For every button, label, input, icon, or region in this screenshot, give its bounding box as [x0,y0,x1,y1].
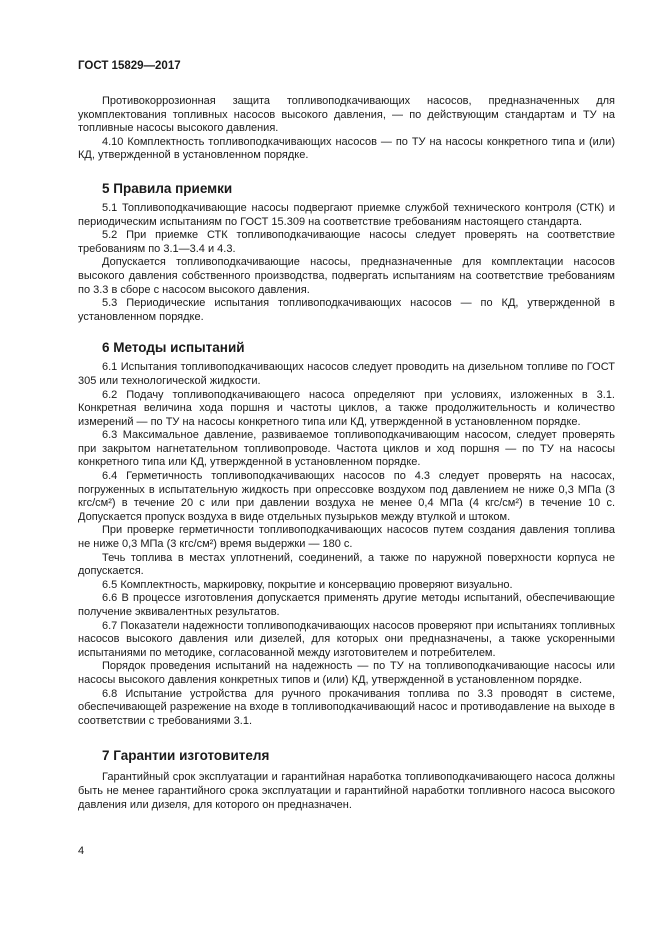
paragraph: 6.1 Испытания топливоподкачивающих насосов следует проводить на дизельном топливе по ГОСТ 305 или технологической жидкости. [78,361,615,387]
paragraph: 6.2 Подачу топливоподкачивающего насоса определяют при условиях, изложенных в 3.1. Конкретная величина хода поршня и частоты циклов, а также продолжительность и количество измерений — по ТУ на насосы конкретного типа или КД, утвержденной в установленном порядке. [78,388,615,428]
paragraph: Течь топлива в местах уплотнений, соединений, а также по наружной поверхности корпуса не допускается. [78,551,615,578]
paragraph: 6.8 Испытание устройства для ручного прокачивания топлива по 3.3 проводят в системе, обеспечивающей разрежение на входе в топливоподкачивающий насос и противодавление на выходе в соответствии с требованиями 3.1. [78,687,615,727]
page-number: 4 [78,845,85,857]
paragraph: 4.10 Комплектность топливоподкачивающих насосов — по ТУ на насосы конкретного типа и (или) КД, утвержденной в установленном порядке. [78,135,615,162]
paragraph: 6.5 Комплектность, маркировку, покрытие и консервацию проверяют визуально. [102,578,513,591]
paragraph: 6.6 В процессе изготовления допускается применять другие методы испытаний, обеспечивающие получение эквивалентных результатов. [78,592,615,618]
page-content [78,95,615,812]
paragraph: 6.3 Максимальное давление, развиваемое топливоподкачивающим насосом, следует проверять при закрытом нагнетательном топливопроводе. Частота циклов и ход поршня — по ТУ на насосы конкретного типа или КД, утвержденной в установленном порядке. [78,429,615,469]
paragraph: 5.1 Топливоподкачивающие насосы подвергают приемке службой технического контроля (СТК) и периодическим испытаниям по ГОСТ 15.309 на соответствие требованиям настоящего стандарта. [78,201,615,228]
paragraph: 6.4 Герметичность топливоподкачивающих насосов по 4.3 следует проверять на насосах, погруженных в испытательную жидкость при опрессовке воздухом под давлением не ниже 0,3 МПа (3 кгс/см²) в течение 20 с или при давлении воздуха не менее 0,4 МПа (4 кгс/см²) в течение 10 с. Допускается пропуск воздуха в виде отдельных пузырьков между втулкой и штоком. [78,470,615,523]
section-heading: 7 Гарантии изготовителя [102,748,270,764]
paragraph: Гарантийный срок эксплуатации и гарантийная наработка топливоподкачивающего насоса должны быть не менее гарантийного срока эксплуатации и гарантийной наработки топливного насоса высокого давления или дизеля, для которого он предназначен. [78,771,615,811]
paragraph: Допускается топливоподкачивающие насосы, предназначенные для комплектации насосов высокого давления собственного производства, подвергать испытаниям на соответствие требованиям по 3.3 в сборе с насосом высокого давления. [78,256,615,296]
paragraph: Противокоррозионная защита топливоподкачивающих насосов, предназначенных для укомплектования топливных насосов высокого давления, — по действующим стандартам и ТУ на топливные насосы высокого давления. [78,95,615,135]
document-header: ГОСТ 15829—2017 [78,60,181,72]
paragraph: При проверке герметичности топливоподкачивающих насосов путем создания давления топлива не ниже 0,3 МПа (3 кгс/см²) время выдержки — 180 с. [78,524,615,551]
paragraph: 5.3 Периодические испытания топливоподкачивающих насосов — по КД, утвержденной в установленном порядке. [78,297,615,323]
paragraph: 5.2 При приемке СТК топливоподкачивающие насосы следует проверять на соответствие требованиям по 3.1—3.4 и 4.3. [78,229,615,255]
section-heading: 5 Правила приемки [102,180,233,196]
section-heading: 6 Методы испытаний [102,340,245,356]
paragraph: 6.7 Показатели надежности топливоподкачивающих насосов проверяют при испытаниях топливных насосов высокого давления или дизелей, для которых они предназначены, а также ускоренными испытаниями по методике, согласованной между изготовителем и потребителем. [78,619,615,659]
paragraph: Порядок проведения испытаний на надежность — по ТУ на топливоподкачивающие насосы или насосы высокого давления конкретных типов и (или) КД, утвержденной в установленном порядке. [78,660,615,686]
